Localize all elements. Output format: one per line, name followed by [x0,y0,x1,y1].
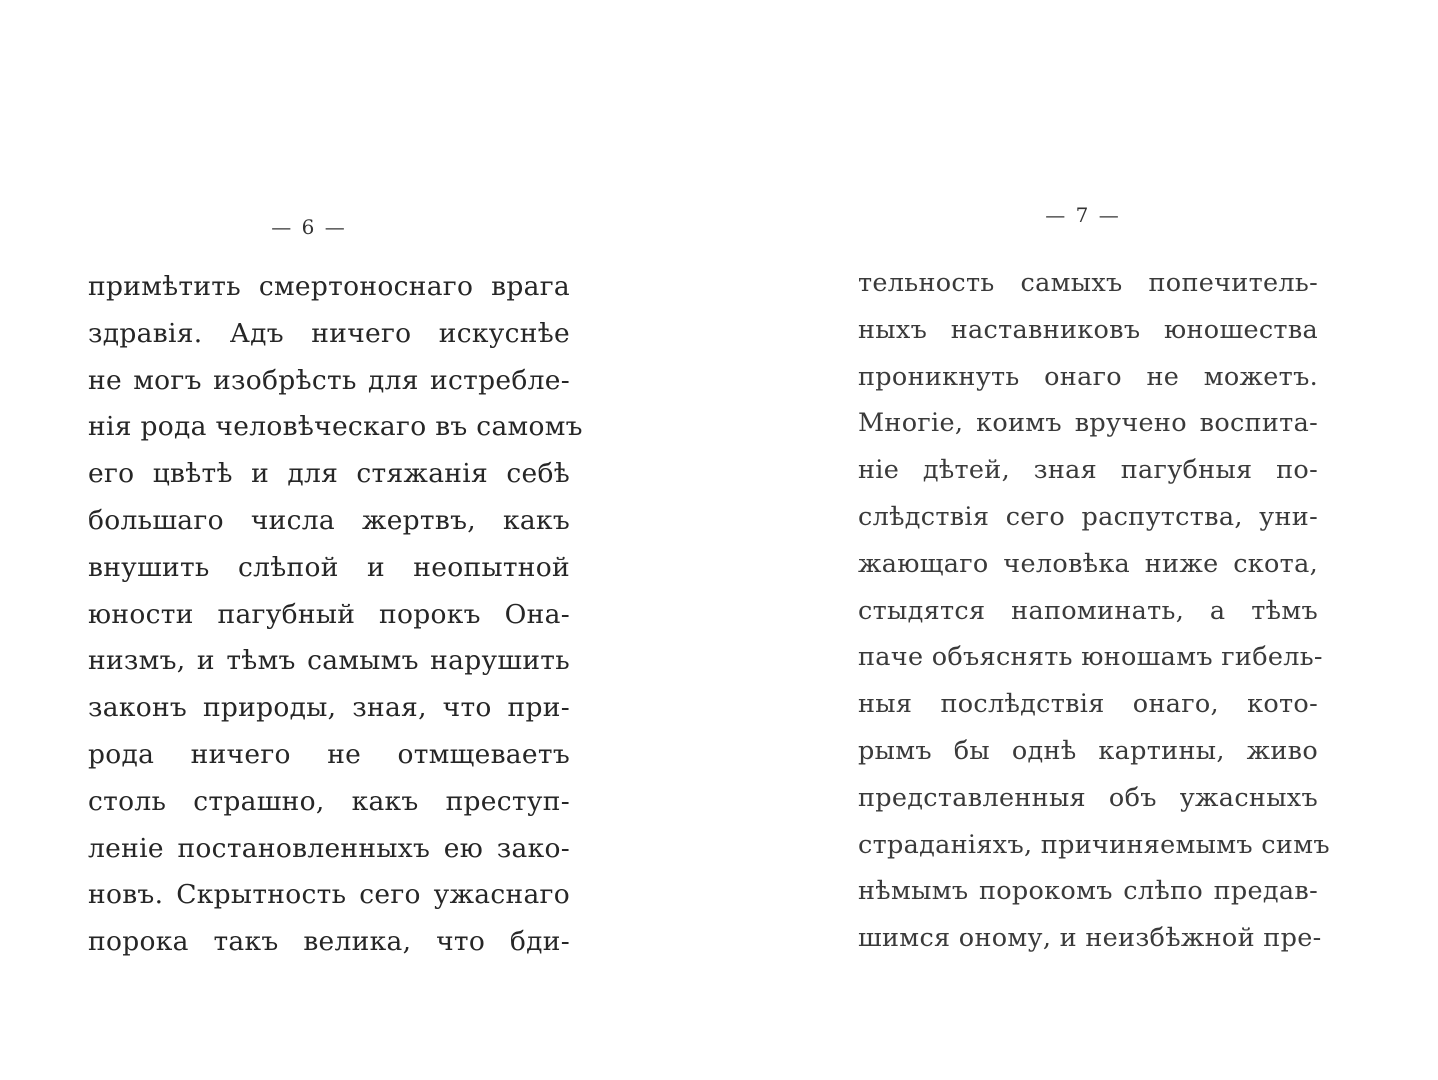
left-page [88,212,583,966]
text-line: леніе постановленныхъ ею зако- [88,832,570,864]
text-line: слѣдствія сего распутства, уни- [858,501,1318,532]
text-line: большаго числа жертвъ, какъ [88,504,570,536]
text-line: паче объяснять юношамъ гибель- [858,642,1323,673]
text-line: проникнуть онаго не можетъ. [858,361,1318,392]
text-line: не могъ изобрѣсть для истребле- [88,364,570,396]
text-line: рода ничего не отмщеваетъ [88,738,570,770]
page-number: — 7 — [1045,203,1121,227]
text-line: внушить слѣпой и неопытной [88,551,570,583]
text-line: юности пагубный порокъ Она- [88,598,570,630]
text-line: ныхъ наставниковъ юношества [858,314,1318,345]
page-text [88,264,583,966]
text-line: ніе дѣтей, зная пагубныя по- [858,455,1318,486]
page-number: — 6 — [271,215,347,239]
text-line: здравія. Адъ ничего искуснѣе [88,317,570,349]
right-page [858,200,1330,962]
page-text [858,260,1330,962]
text-line: порока такъ велика, что бди- [88,926,570,958]
text-line: тельность самыхъ попечитель- [858,268,1318,298]
text-line: жающаго человѣка ниже скота, [858,548,1318,579]
text-line: шимся оному, и неизбѣжной пре- [858,923,1322,954]
text-line: его цвѣтѣ и для стяжанія себѣ [88,458,570,490]
text-line: новъ. Скрытность сего ужаснаго [88,879,570,911]
text-line: низмъ, и тѣмъ самымъ нарушить [88,645,570,677]
text-line: нія рода человѣческаго въ самомъ [88,411,583,443]
text-line: Многіе, коимъ вручено воспита- [858,408,1318,439]
text-line: нѣмымъ порокомъ слѣпо предав- [858,876,1318,907]
text-line: законъ природы, зная, что при- [88,692,570,724]
text-line: примѣтить смертоноснаго врага [88,271,570,302]
text-line: представленныя объ ужасныхъ [858,782,1318,813]
text-line: страданіяхъ, причиняемымъ симъ [858,829,1330,860]
text-line: столь страшно, какъ преступ- [88,785,570,817]
text-line: стыдятся напоминать, а тѣмъ [858,595,1318,626]
text-line: ныя послѣдствія онаго, кото- [858,689,1318,720]
text-line: рымъ бы однѣ картины, живо [858,735,1318,766]
